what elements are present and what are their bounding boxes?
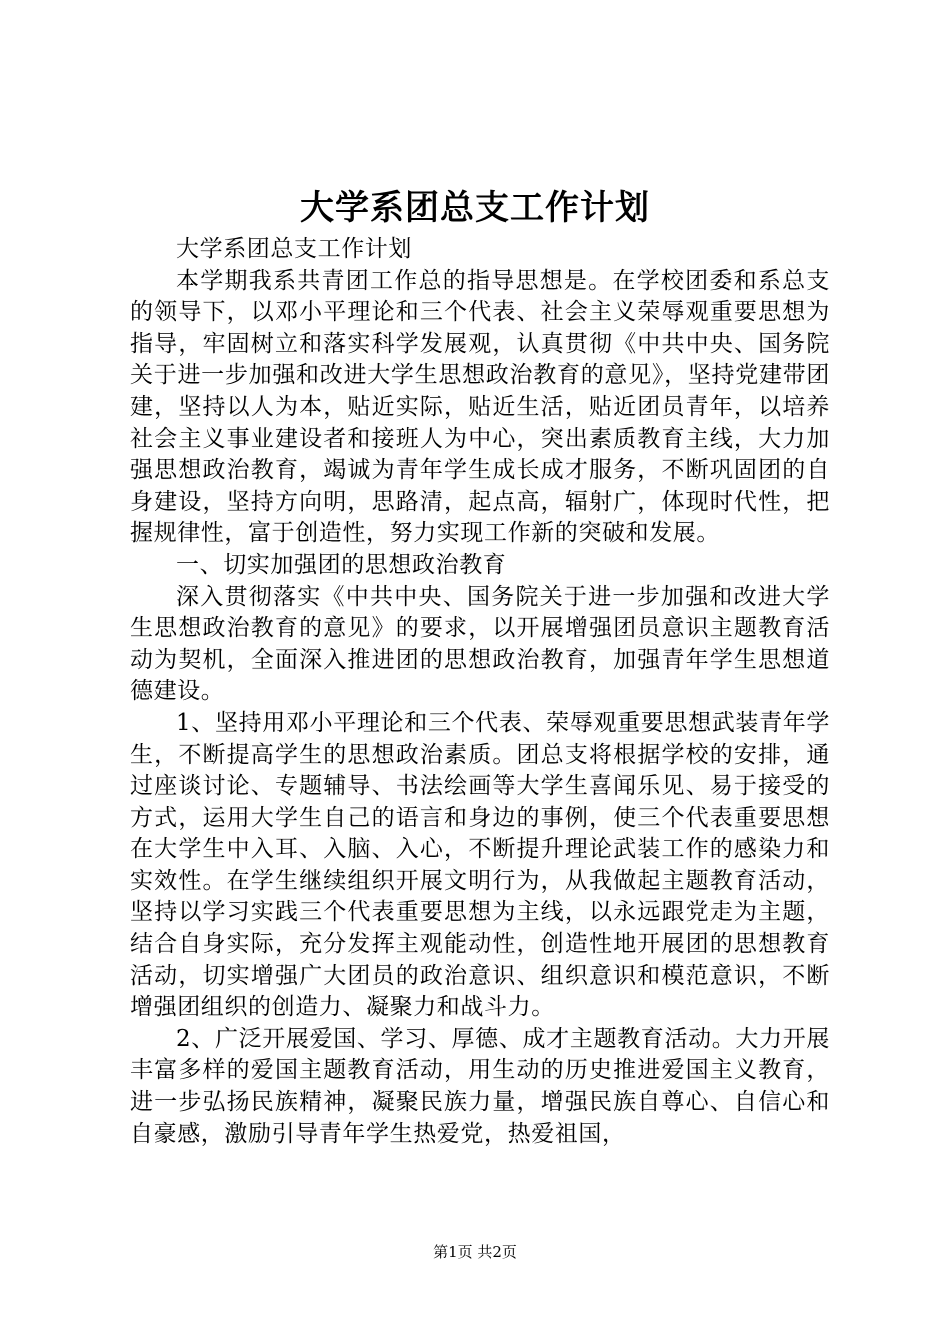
item-1-paragraph: 1、坚持用邓小平理论和三个代表、荣辱观重要思想武装青年学生，不断提高学生的思想政治素质。团总支将根据学校的安排，通过座谈讨论、专题辅导、书法绘画等大学生喜闻乐见、易于接受的方式，运用大学生自己的语言和身边的事例，使三个代表重要思想在大学生中入耳、入脑、入心，不断提升理论武装工作的感染力和实效性。在学生继续组织开展文明行为，从我做起主题教育活动，坚持以学习实践三个代表重要思想为主线，以永远跟党走为主题，结合自身实际，充分发挥主观能动性，创造性地开展团的思想教育活动，切实增强广大团员的政治意识、组织意识和模范意识，不断增强团组织的创造力、凝聚力和战斗力。 bbox=[130, 709, 830, 1021]
document-body bbox=[130, 234, 830, 1150]
guiding-thought-paragraph: 本学期我系共青团工作总的指导思想是。在学校团委和系总支的领导下，以邓小平理论和三个代表、社会主义荣辱观重要思想为指导，牢固树立和落实科学发展观，认真贯彻《中共中央、国务院关于进一步加强和改进大学生思想政治教育的意见》，坚持党建带团建，坚持以人为本，贴近实际，贴近生活，贴近团员青年，以培养社会主义事业建设者和接班人为中心，突出素质教育主线，大力加强思想政治教育，竭诚为青年学生成长成才服务，不断巩固团的自身建设，坚持方向明，思路清，起点高，辐射广，体现时代性，把握规律性，富于创造性，努力实现工作新的突破和发展。 bbox=[130, 267, 830, 547]
section-heading-1: 一、切实加强团的思想政治教育 bbox=[176, 551, 507, 578]
page-footer: 第1页 共2页 bbox=[433, 1243, 517, 1261]
page-title: 大学系团总支工作计划 bbox=[300, 188, 650, 228]
section-1-intro-paragraph: 深入贯彻落实《中共中央、国务院关于进一步加强和改进大学生思想政治教育的意见》的要求，以开展增强团员意识主题教育活动为契机，全面深入推进团的思想政治教育，加强青年学生思想道德建设。 bbox=[130, 583, 830, 705]
item-2-paragraph: 2、广泛开展爱国、学习、厚德、成才主题教育活动。大力开展丰富多样的爱国主题教育活动，用生动的历史推进爱国主义教育，进一步弘扬民族精神，凝聚民族力量，增强民族自尊心、自信心和自豪感，激励引导青年学生热爱党，热爱祖国， bbox=[130, 1025, 830, 1147]
subtitle-paragraph: 大学系团总支工作计划 bbox=[176, 236, 412, 262]
